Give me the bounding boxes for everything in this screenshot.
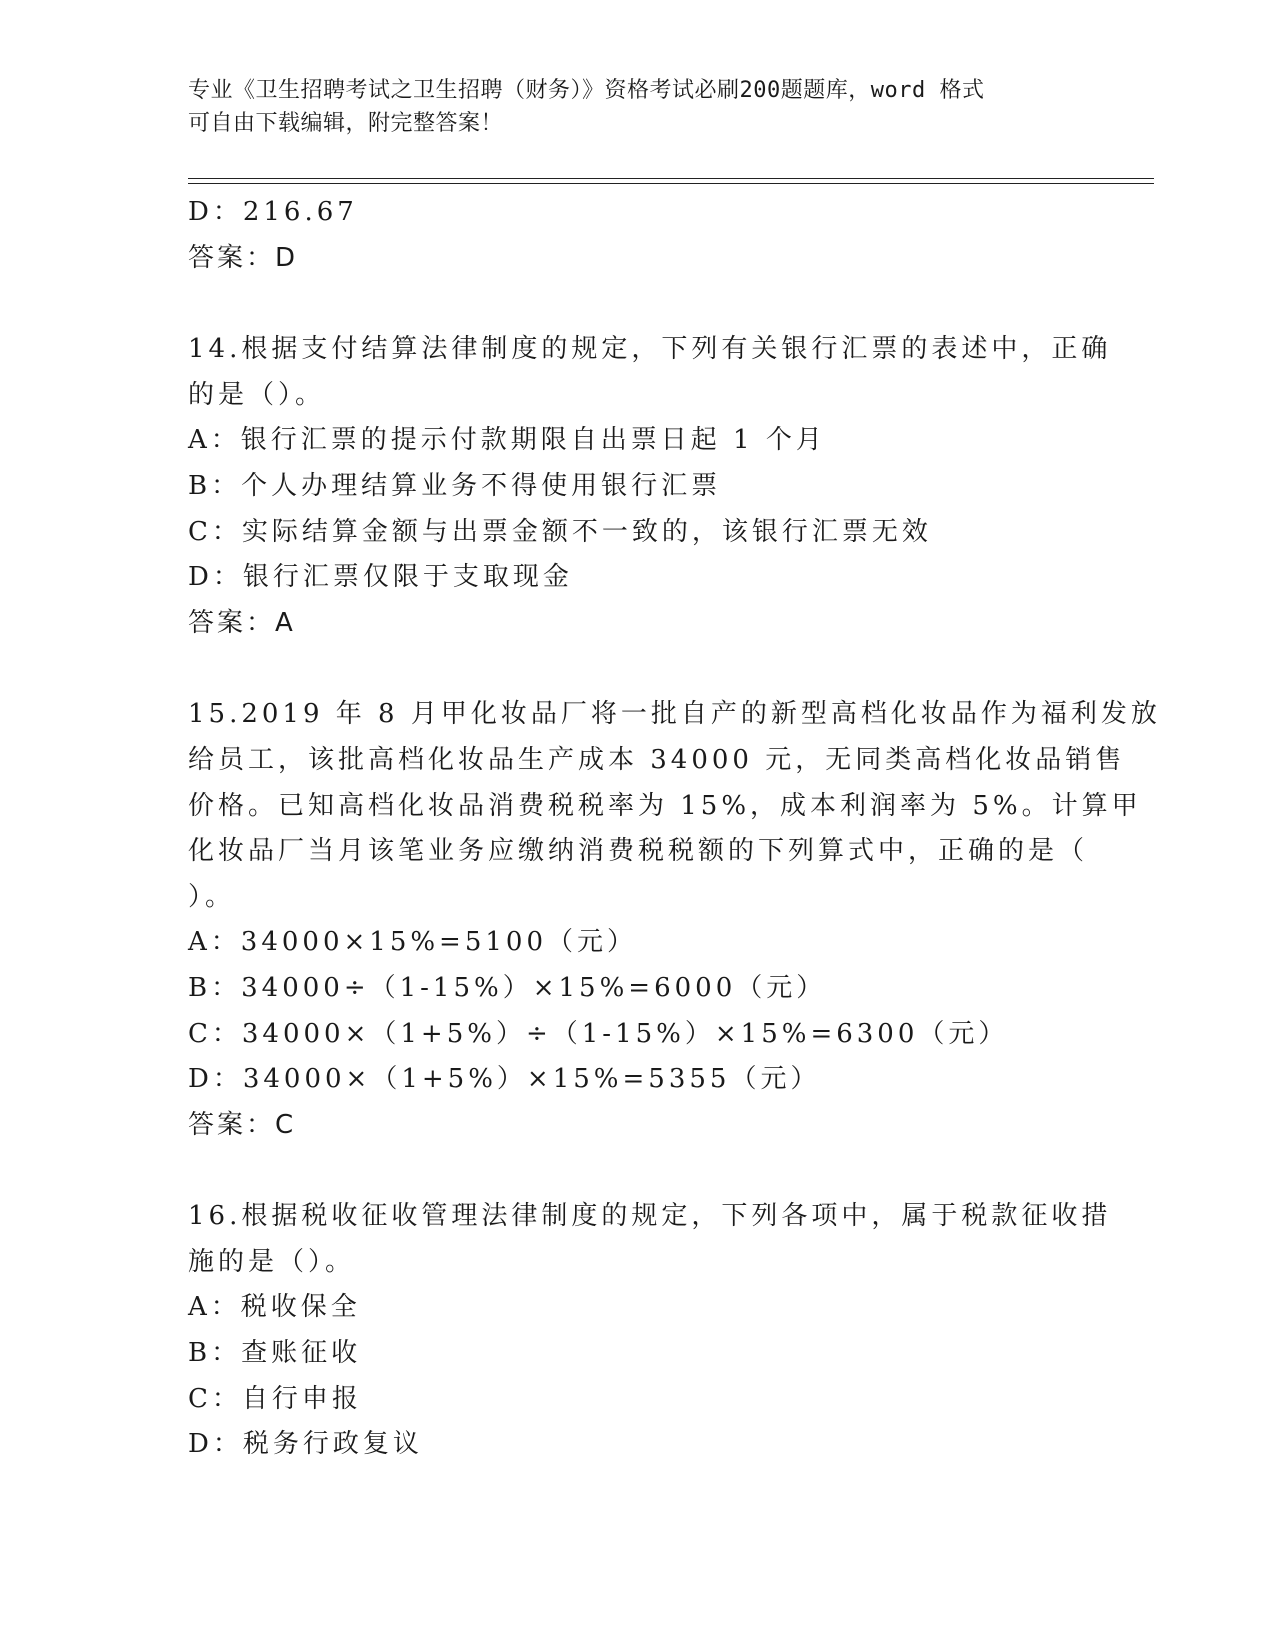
prev-answer: 答案：D <box>188 242 299 273</box>
header-rule-bottom <box>188 183 1154 184</box>
prev-option-d: D：216.67 <box>188 197 358 227</box>
question-stem-line: 给员工，该批高档化妆品生产成本 34000 元，无同类高档化妆品销售 <box>188 744 1126 775</box>
option-c: C：34000×（1+5%）÷（1-15%）×15%=6300（元） <box>188 1018 1009 1049</box>
header-line-1: 专业《卫生招聘考试之卫生招聘（财务）》资格考试必刷200题题库，word 格式 <box>188 78 985 103</box>
option-b: B：查账征收 <box>188 1338 362 1369</box>
option-a: A：银行汇票的提示付款期限自出票日起 1 个月 <box>188 425 826 456</box>
option-c: C：自行申报 <box>188 1383 362 1414</box>
question-stem-line: 施的是（）。 <box>188 1246 356 1277</box>
document-header <box>188 74 1088 140</box>
question-stem-line: 价格。已知高档化妆品消费税税率为 15%，成本利润率为 5%。计算甲 <box>188 790 1142 821</box>
answer-label: 答案：C <box>188 1109 297 1140</box>
question-stem-line: ）。 <box>188 881 236 912</box>
option-d: D：税务行政复议 <box>188 1429 423 1460</box>
question-stem-line: 16.根据税收征收管理法律制度的规定，下列各项中，属于税款征收措 <box>188 1201 1112 1232</box>
question-stem-line: 14.根据支付结算法律制度的规定，下列有关银行汇票的表述中，正确 <box>188 334 1112 365</box>
question-14 <box>188 327 1112 646</box>
question-stem-line: 化妆品厂当月该笔业务应缴纳消费税税额的下列算式中，正确的是（ <box>188 836 1089 867</box>
option-b: B：个人办理结算业务不得使用银行汇票 <box>188 470 722 501</box>
option-b: B：34000÷（1-15%）×15%=6000（元） <box>188 972 827 1003</box>
spacer <box>188 646 1088 692</box>
spacer <box>188 281 1088 327</box>
question-stem-line: 15.2019 年 8 月甲化妆品厂将一批自产的新型高档化妆品作为福利发放 <box>188 699 1161 730</box>
question-content <box>188 190 1161 1468</box>
spacer <box>188 1148 1088 1194</box>
option-d: D：34000×（1+5%）×15%=5355（元） <box>188 1064 821 1095</box>
option-a: A：税收保全 <box>188 1292 361 1323</box>
option-c: C：实际结算金额与出票金额不一致的，该银行汇票无效 <box>188 516 932 547</box>
option-d: D：银行汇票仅限于支取现金 <box>188 562 573 593</box>
option-a: A：34000×15%=5100（元） <box>188 927 638 958</box>
question-15 <box>188 692 1161 1148</box>
answer-label: 答案：A <box>188 607 296 638</box>
question-stem-line: 的是（）。 <box>188 379 326 410</box>
question-16 <box>188 1194 1112 1468</box>
header-line-2: 可自由下载编辑，附完整答案！ <box>188 111 504 136</box>
header-rule-top <box>188 178 1154 179</box>
